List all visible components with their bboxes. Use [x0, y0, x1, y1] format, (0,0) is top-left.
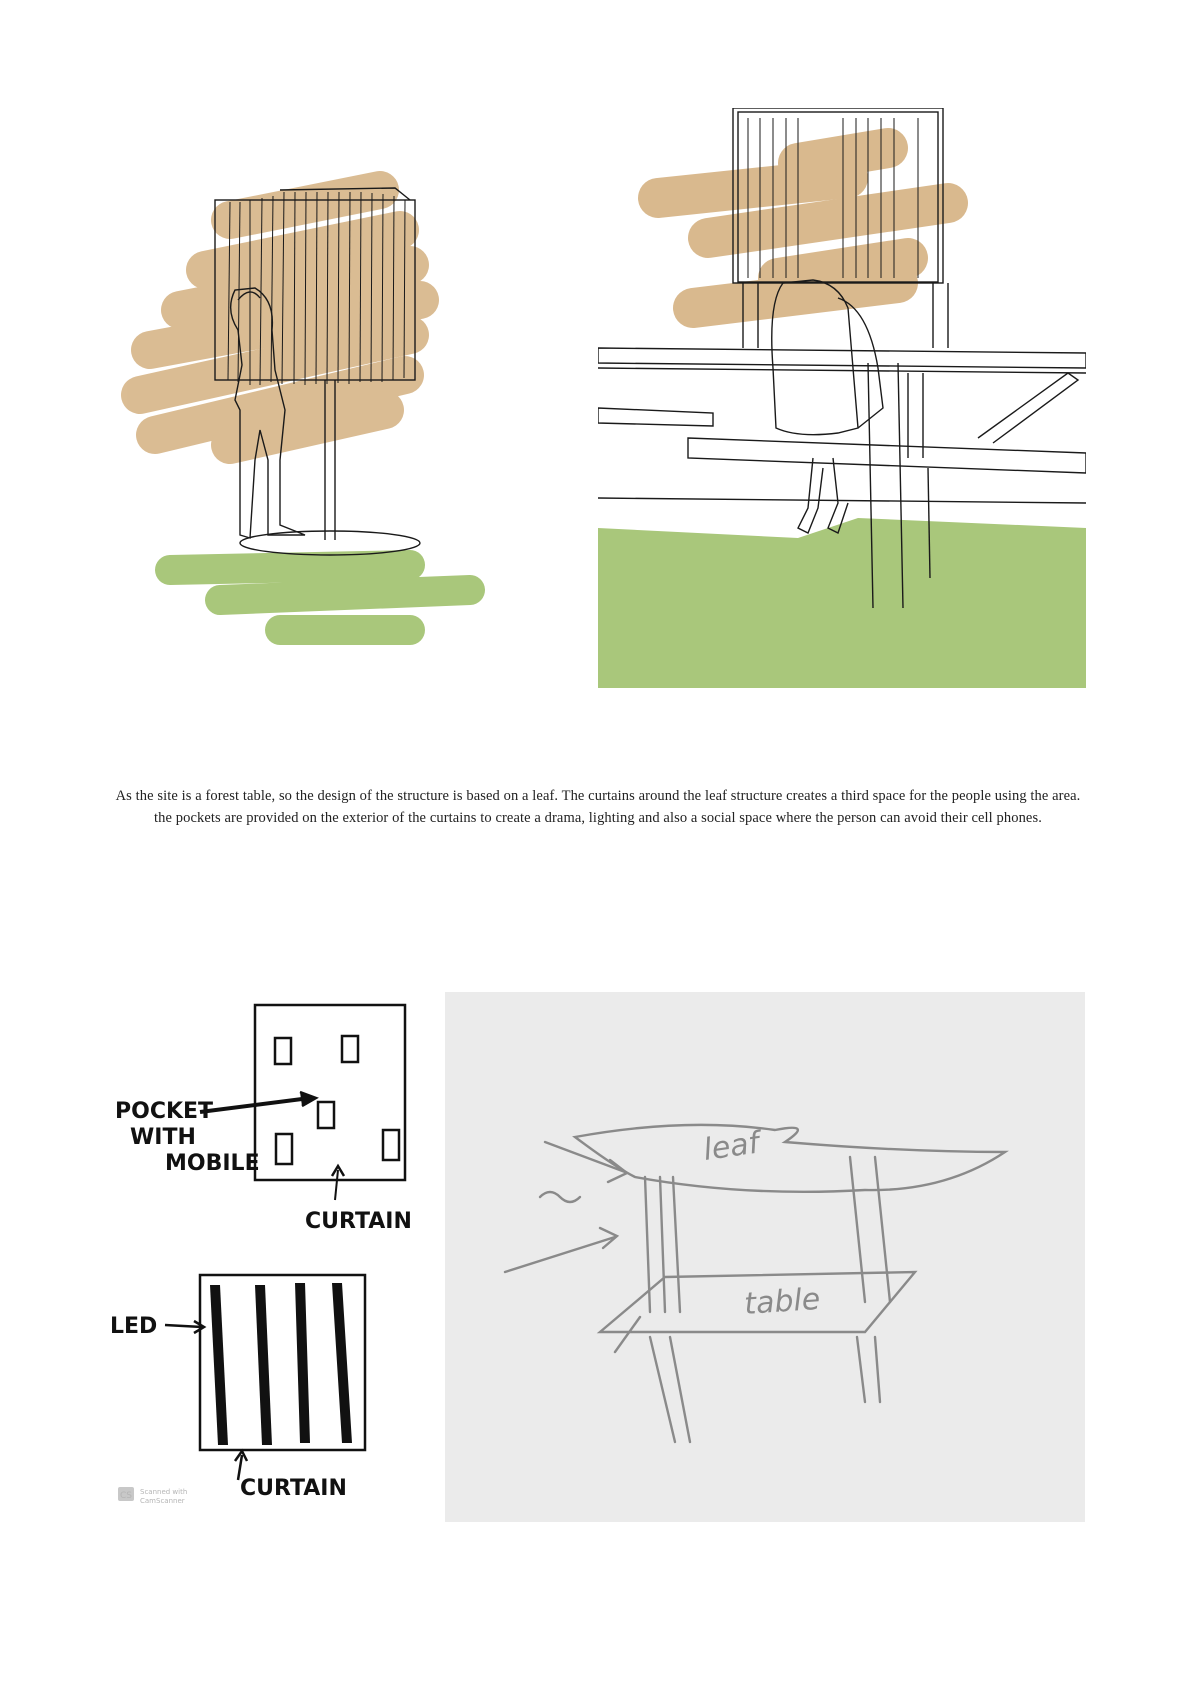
pocket-label-line3: MOBILE: [165, 1151, 260, 1176]
design-caption: As the site is a forest table, so the design of the structure is based on a leaf. The curtains around the leaf structure creates a third space for the people using the area. the pockets are provided on the exterior of the curtains to create a drama, lighting and also a social space where the person can avoid their cell phones.: [115, 788, 1081, 826]
green-wash: [598, 518, 1086, 688]
camscanner-watermark-line2: CamScanner: [140, 1497, 185, 1505]
green-wash: [170, 565, 470, 630]
pocket-label-line2: WITH: [130, 1125, 196, 1150]
tan-wash: [140, 190, 420, 445]
photo-leaf-table-sketch: [445, 992, 1085, 1522]
curtain-label-pocket: CURTAIN: [305, 1209, 412, 1234]
leaf-label: leaf: [701, 1125, 762, 1168]
curtain-label-led: CURTAIN: [240, 1476, 347, 1501]
scan-led-curtain: [110, 1265, 430, 1527]
pocket-label-line1: POCKET: [115, 1099, 214, 1124]
scan-pocket-curtain: [110, 990, 430, 1250]
tan-wash: [658, 148, 948, 308]
led-label: LED: [110, 1314, 158, 1339]
sketch-people-at-table: [598, 108, 1086, 688]
table-label: table: [743, 1281, 822, 1322]
sketch-person-under-curtain: [110, 160, 530, 670]
camscanner-watermark-line1: Scanned with: [140, 1488, 188, 1496]
camscanner-badge: CS: [120, 1491, 132, 1501]
